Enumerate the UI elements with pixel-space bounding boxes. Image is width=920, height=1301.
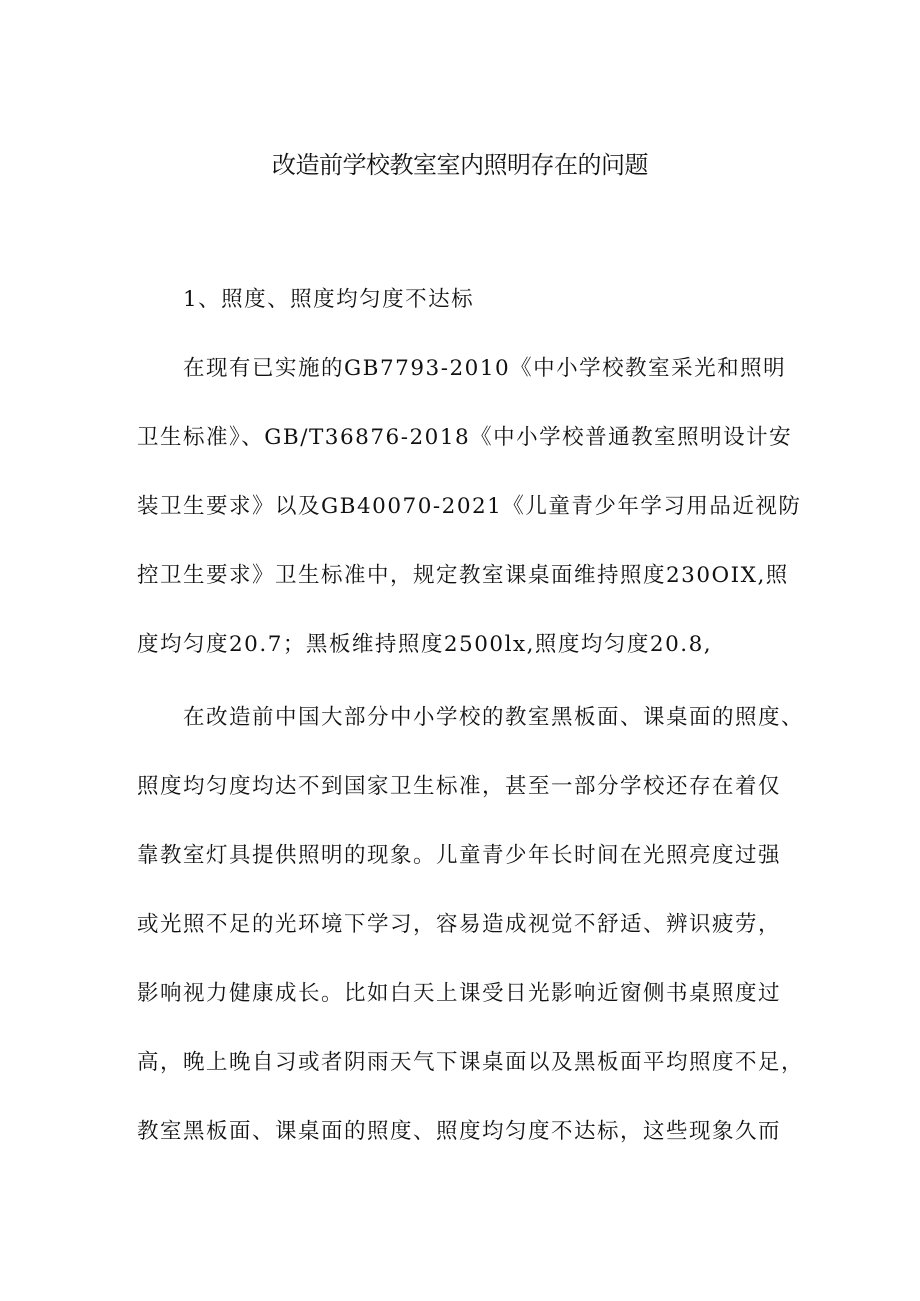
paragraph-line: 在改造前中国大部分中小学校的教室黑板面、课桌面的照度、 [183,705,805,730]
paragraph-line: 在现有已实施的GB7793-2010《中小学校教室采光和照明 [183,356,787,381]
paragraph-line: 卫生标准》、GB/T36876-2018《中小学校普通教室照明设计安 [137,425,793,450]
paragraph-line: 控卫生要求》卫生标准中，规定教室课桌面维持照度230OIX,照 [137,563,789,588]
paragraph-line: 照度均匀度均达不到国家卫生标准，甚至一部分学校还存在着仅 [137,774,782,799]
paragraph-line: 装卫生要求》以及GB40070-2021《儿童青少年学习用品近视防 [137,494,802,519]
paragraph-line: 或光照不足的光环境下学习，容易造成视觉不舒适、辨识疲劳， [137,912,782,937]
paragraph-line: 度均匀度20.7；黑板维持照度2500lx,照度均匀度20.8, [137,632,713,657]
page-title: 改造前学校教室室内照明存在的问题 [272,151,648,179]
paragraph-line: 靠教室灯具提供照明的现象。儿童青少年长时间在光照亮度过强 [137,843,782,868]
paragraph-line: 高，晚上晚自习或者阴雨天气下课桌面以及黑板面平均照度不足， [137,1050,805,1075]
paragraph-line: 教室黑板面、课桌面的照度、照度均匀度不达标，这些现象久而 [137,1119,782,1144]
paragraph-line: 影响视力健康成长。比如白天上课受日光影响近窗侧书桌照度过 [137,981,782,1006]
section-heading: 1、照度、照度均匀度不达标 [183,287,475,312]
